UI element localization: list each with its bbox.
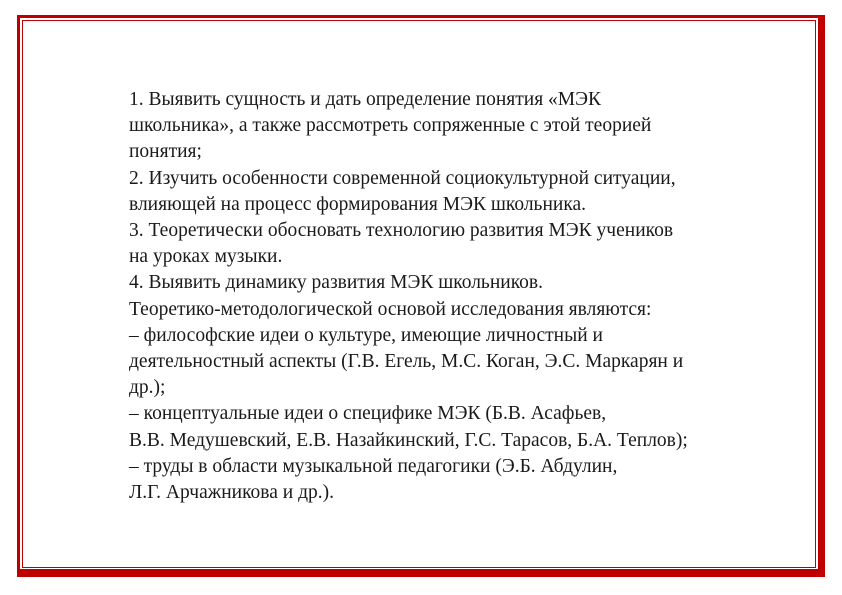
text-line: понятия; bbox=[129, 141, 202, 163]
text-line: влияющей на процесс формирования МЭК школьника. bbox=[129, 193, 587, 215]
slide-text-body bbox=[129, 87, 779, 506]
text-line: 1. Выявить сущность и дать определение понятия «МЭК bbox=[129, 89, 602, 110]
text-line: др.); bbox=[129, 377, 166, 399]
text-line: – труды в области музыкальной педагогики (Э.Б. Абдулин, bbox=[129, 455, 618, 477]
text-line: школьника», а также рассмотреть сопряженные с этой теорией bbox=[129, 115, 652, 137]
text-line: В.В. Медушевский, Е.В. Назайкинский, Г.С. Тарасов, Б.А. Теплов); bbox=[129, 429, 688, 451]
text-line: 4. Выявить динамику развития МЭК школьников. bbox=[129, 272, 544, 294]
text-line: на уроках музыки. bbox=[129, 246, 283, 268]
slide-border-shadow-right bbox=[818, 15, 825, 576]
text-line: Теоретико-методологической основой исследования являются: bbox=[129, 298, 652, 320]
text-line: деятельностный аспекты (Г.В. Егель, М.С. Коган, Э.С. Маркарян и bbox=[129, 351, 684, 373]
text-line: 3. Теоретически обосновать технологию развития МЭК учеников bbox=[129, 220, 674, 242]
text-line: Л.Г. Арчажникова и др.). bbox=[129, 482, 335, 504]
slide-border-shadow-bottom bbox=[17, 569, 825, 576]
text-line: – философские идеи о культуре, имеющие личностный и bbox=[129, 324, 603, 346]
text-line: 2. Изучить особенности современной социокультурной ситуации, bbox=[129, 167, 676, 189]
text-line: – концептуальные идеи о специфике МЭК (Б.В. Асафьев, bbox=[129, 403, 607, 425]
